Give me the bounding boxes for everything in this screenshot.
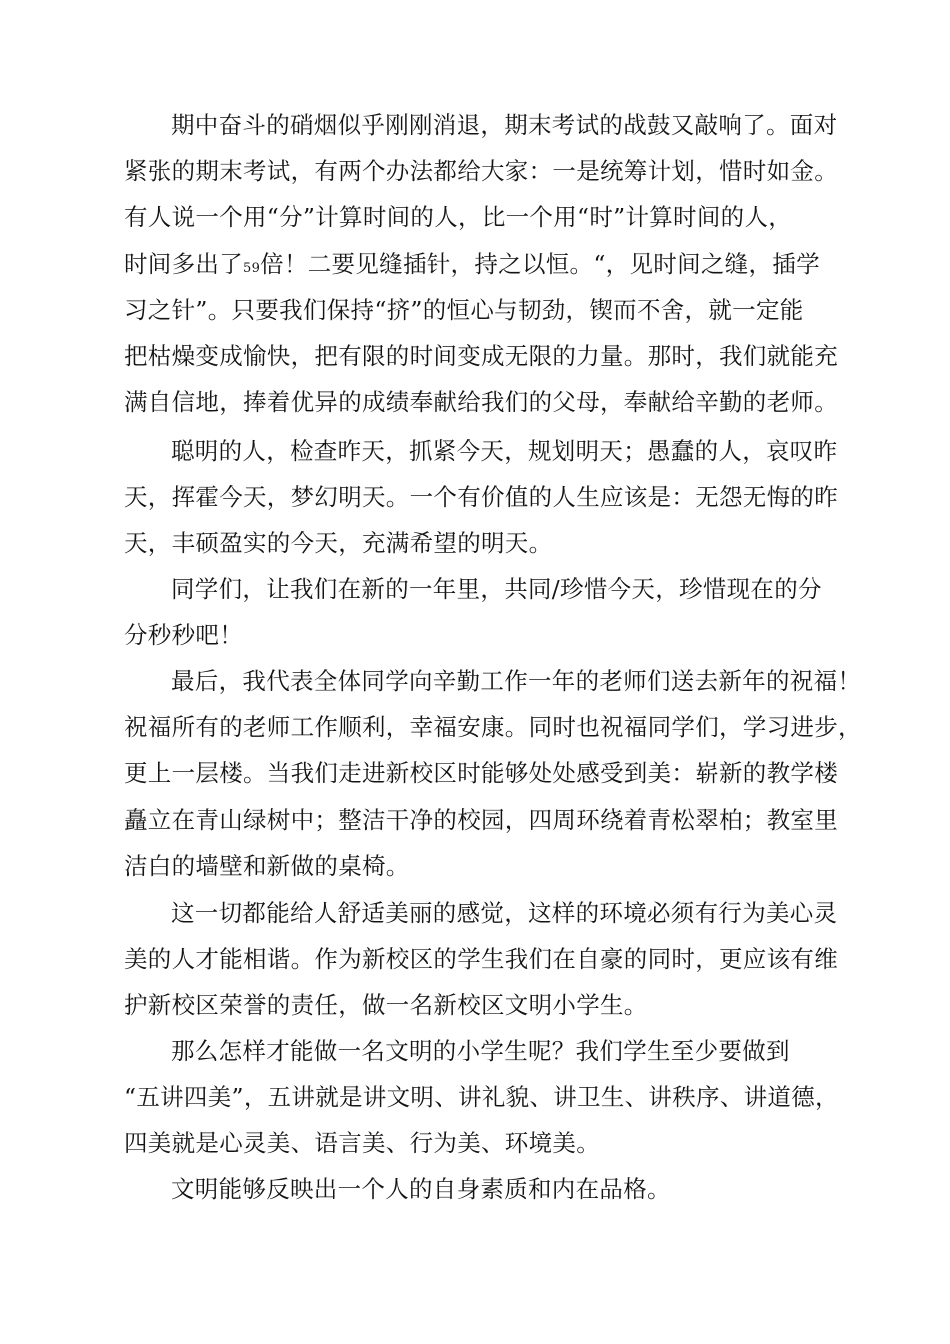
- text-fragment: 倍！二要见缝插针，持之以恒。“，见时间之缝，插学: [260, 249, 820, 278]
- text-line: 有人说一个用“分”计算时间的人，比一个用“时”计算时间的人，: [124, 203, 793, 232]
- text-line: “五讲四美”，五讲就是讲文明、讲礼貌、讲卫生、讲秩序、讲道德，: [124, 1083, 839, 1112]
- text-line: 天，丰硕盈实的今天，充满希望的明天。: [124, 529, 553, 558]
- paragraph-civility: [124, 1166, 671, 1212]
- paragraph-environment: [124, 890, 838, 1029]
- text-line: 更上一层楼。当我们走进新校区时能够处处感受到美：崭新的教学楼: [124, 759, 838, 788]
- text-line: [124, 241, 838, 287]
- text-line: 洁白的墙壁和新做的桌椅。: [124, 851, 410, 880]
- text-line: 那么怎样才能做一名文明的小学生呢？我们学生至少要做到: [171, 1037, 790, 1065]
- text-line: 最后，我代表全体同学向辛勤工作一年的老师们送去新年的祝福！: [171, 667, 862, 695]
- paragraph-wise-people: [124, 428, 838, 567]
- text-line: 把枯燥变成愉快，把有限的时间变成无限的力量。那时，我们就能充: [124, 341, 838, 370]
- text-line: 分秒秒吧！: [124, 621, 243, 650]
- text-line: 期中奋斗的硝烟似乎刚刚消退，期末考试的战鼓又敲响了。面对: [171, 111, 838, 139]
- text-fragment: 时间多出了: [124, 249, 243, 278]
- text-line: 祝福所有的老师工作顺利，幸福安康。同时也祝福同学们，学习进步，: [124, 713, 862, 742]
- text-line: 文明能够反映出一个人的自身素质和内在品格。: [171, 1175, 671, 1203]
- text-line: 聪明的人，检查昨天，抓紧今天，规划明天；愚蠢的人，哀叹昨: [171, 437, 838, 465]
- paragraph-exam-time: [124, 102, 838, 425]
- paragraph-new-year-wishes: [124, 658, 862, 889]
- text-line: 四美就是心灵美、语言美、行为美、环境美。: [124, 1129, 600, 1158]
- text-line: 紧张的期末考试，有两个办法都给大家：一是统筹计划，惜时如金。: [124, 157, 838, 186]
- text-line: 矗立在青山绿树中；整洁干净的校园，四周环绕着青松翠柏；教室里: [124, 805, 838, 834]
- text-line: 满自信地，捧着优异的成绩奉献给我们的父母，奉献给辛勤的老师。: [124, 388, 838, 417]
- number-59: 59: [243, 260, 261, 276]
- paragraph-cherish-time: [124, 566, 822, 658]
- text-line: 天，挥霍今天，梦幻明天。一个有价值的人生应该是：无怨无悔的昨: [124, 483, 838, 512]
- text-line: 美的人才能相谐。作为新校区的学生我们在自豪的同时，更应该有维: [124, 945, 838, 974]
- text-line: 这一切都能给人舒适美丽的感觉，这样的环境必须有行为美心灵: [171, 899, 838, 927]
- text-line: 护新校区荣誉的责任，做一名新校区文明小学生。: [124, 991, 648, 1020]
- paragraph-five-four: [124, 1028, 839, 1167]
- text-line: 习之针”。只要我们保持“挤”的恒心与韧劲，锲而不舍，就一定能: [124, 295, 804, 324]
- text-line: 同学们，让我们在新的一年里，共同/珍惜今天，珍惜现在的分: [171, 575, 822, 603]
